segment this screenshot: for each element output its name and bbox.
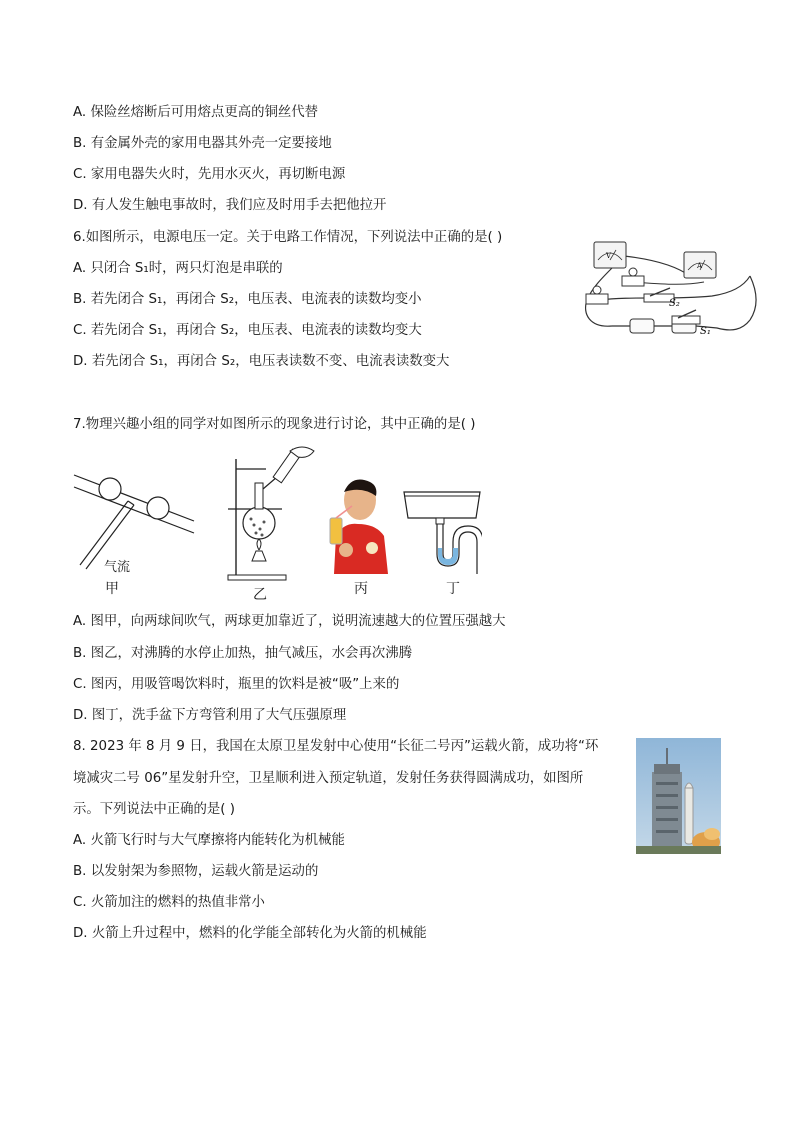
wire — [750, 276, 756, 320]
q7-figure-bing — [322, 470, 394, 574]
ground — [636, 846, 721, 854]
voltmeter-label: V — [606, 252, 612, 260]
q5-option-b: B. 有金属外壳的家用电器其外壳一定要接地 — [73, 136, 332, 151]
rocket — [685, 786, 693, 844]
tube-side-a — [80, 501, 128, 565]
flask — [243, 507, 275, 539]
bulb-1 — [622, 268, 644, 286]
q8-option-d: D. 火箭上升过程中，燃料的化学能全部转化为火箭的机械能 — [73, 926, 427, 941]
airflow-label: 气流 — [104, 560, 131, 575]
q7-option-a: A. 图甲，向两球间吹气，两球更加靠近了，说明流速越大的位置压强越大 — [73, 614, 506, 629]
voltmeter — [594, 242, 626, 268]
q7-option-d: D. 图丁，洗手盆下方弯管利用了大气压强原理 — [73, 708, 347, 723]
q7-stem: 7.物理兴趣小组的同学对如图所示的现象进行讨论，其中正确的是( ) — [73, 417, 476, 432]
shirt-print — [366, 542, 378, 554]
q8-stem-line-3: 示。下列说法中正确的是( ) — [73, 802, 236, 817]
q6-option-b: B. 若先闭合 S₁，再闭合 S₂，电压表、电流表的读数均变小 — [73, 292, 422, 307]
switch-s2 — [644, 288, 680, 309]
caption-ding: 丁 — [446, 581, 460, 597]
q8-option-c: C. 火箭加注的燃料的热值非常小 — [73, 895, 265, 910]
ball-left — [99, 478, 121, 500]
q6-option-a: A. 只闭合 S₁时，两只灯泡是串联的 — [73, 261, 283, 276]
q8-option-a: A. 火箭飞行时与大气摩擦将内能转化为机械能 — [73, 833, 345, 848]
q8-option-b: B. 以发射架为参照物，运载火箭是运动的 — [73, 864, 319, 879]
rail-lower — [74, 487, 194, 533]
juice-glass — [330, 518, 342, 544]
caption-bing: 丙 — [354, 581, 368, 597]
caption-yi: 乙 — [253, 587, 267, 603]
ball-right — [147, 497, 169, 519]
tower-top — [654, 764, 680, 774]
stand-base — [228, 575, 286, 580]
flask-neck — [255, 483, 263, 509]
q6-option-c: C. 若先闭合 S₁，再闭合 S₂，电压表、电流表的读数均变大 — [73, 323, 422, 338]
q5-option-d: D. 有人发生触电事故时，我们应及时用手去把他拉开 — [73, 198, 387, 213]
flame — [257, 539, 261, 550]
q7-option-c: C. 图丙，用吸管喝饮料时，瓶里的饮料是被“吸”上来的 — [73, 677, 400, 692]
switch-s2-label: S₂ — [669, 298, 680, 309]
q7-option-b: B. 图乙，对沸腾的水停止加热，抽气减压，水会再次沸腾 — [73, 646, 413, 661]
q6-circuit-figure — [572, 238, 762, 342]
hand — [339, 543, 353, 557]
q6-option-d: D. 若先闭合 S₁，再闭合 S₂，电压表读数不变、电流表读数变大 — [73, 354, 450, 369]
q7-figure-jia — [70, 465, 200, 575]
q8-stem-line-1: 8. 2023 年 8 月 9 日，我国在太原卫星发射中心使用“长征二号丙”运载火箭，成功将“环 — [73, 739, 599, 754]
battery-cell-1 — [630, 319, 654, 333]
alcohol-lamp — [252, 551, 266, 561]
caption-jia: 甲 — [105, 581, 119, 597]
q8-stem-line-2: 境减灾二号 06”星发射升空，卫星顺利进入预定轨道，发射任务获得圆满成功，如图所 — [73, 771, 584, 786]
q5-option-c: C. 家用电器失火时，先用水灭火，再切断电源 — [73, 167, 346, 182]
q7-figure-yi — [222, 443, 324, 583]
q5-option-a: A. 保险丝熔断后可用熔点更高的铜丝代替 — [73, 105, 319, 120]
exhaust-cloud — [704, 828, 720, 840]
q6-stem: 6.如图所示，电源电压一定。关于电路工作情况，下列说法中正确的是( ) — [73, 230, 503, 245]
drain-outlet — [436, 518, 444, 524]
bulb-2 — [586, 286, 608, 304]
ammeter-label: A — [697, 262, 703, 270]
switch-s1-label: S₁ — [700, 326, 711, 337]
ammeter — [684, 252, 716, 278]
tube-end — [128, 501, 134, 505]
q7-figure-ding — [402, 488, 482, 576]
q8-rocket-photo — [636, 738, 721, 854]
rail-upper — [74, 475, 194, 521]
trapped-water — [438, 548, 458, 565]
